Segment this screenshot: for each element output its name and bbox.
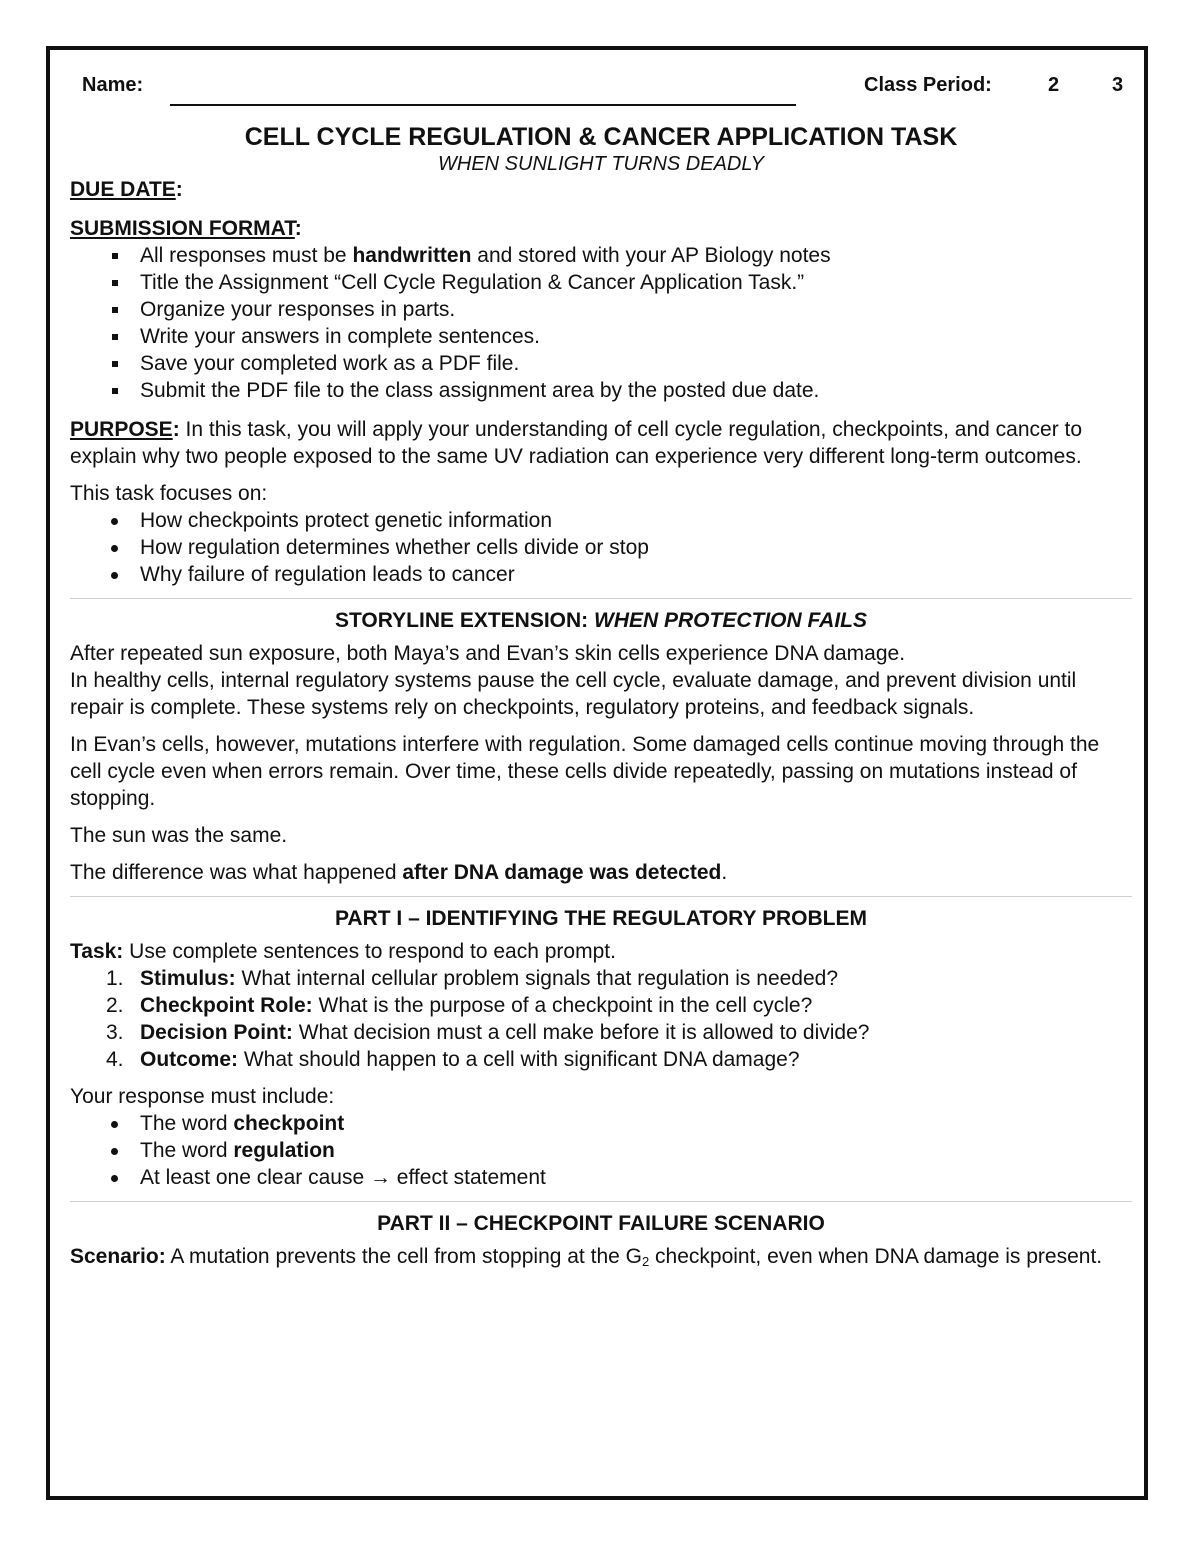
storyline-paragraph: The sun was the same. (70, 824, 288, 847)
list-item: 1. Stimulus: What internal cellular problem signals that regulation is needed? (106, 967, 839, 990)
divider (70, 896, 1132, 897)
period-option-2[interactable]: 3 (1112, 74, 1124, 96)
storyline-paragraph: The difference was what happened after DNA damage was detected. (70, 861, 728, 884)
list-item: Submit the PDF file to the class assignment area by the posted due date. (70, 377, 1132, 404)
purpose-text: In this task, you will apply your understanding of cell cycle regulation, checkpoints, and cancer to explain why two people exposed to the same UV radiation can experience very different long-term outcomes. (70, 418, 1083, 468)
list-item: How checkpoints protect genetic information (70, 507, 1132, 534)
list-item: The word regulation (70, 1137, 1132, 1164)
storyline-paragraph: In Evan’s cells, however, mutations interfere with regulation. Some damaged cells continue moving through the cell cycle even when errors remain. Over time, these cells divide repeatedly, passing on mutations instead of stopping. (70, 733, 1100, 810)
page-subtitle: WHEN SUNLIGHT TURNS DEADLY (438, 153, 764, 175)
due-date-label: DUE DATE (70, 178, 176, 201)
divider (70, 598, 1132, 599)
list-item: At least one clear cause → effect statement (70, 1164, 1132, 1191)
part1-task: Task: Use complete sentences to respond to each prompt. (70, 940, 616, 963)
list-item: 3. Decision Point: What decision must a cell make before it is allowed to divide? (106, 1021, 870, 1044)
list-item: How regulation determines whether cells divide or stop (70, 534, 1132, 561)
part2-scenario: Scenario: A mutation prevents the cell from stopping at the $G_2$ checkpoint, even when DNA damage is present. (70, 1245, 1103, 1269)
part1-prompts (70, 965, 1132, 1073)
class-period-label: Class Period: (864, 74, 992, 96)
storyline-heading: STORYLINE EXTENSION: WHEN PROTECTION FAILS (334, 609, 868, 632)
list-item: Why failure of regulation leads to cancer (70, 561, 1132, 588)
list-item: 2. Checkpoint Role: What is the purpose of a checkpoint in the cell cycle? (106, 994, 813, 1017)
worksheet (70, 72, 1132, 1270)
focus-list (70, 507, 1132, 588)
due-date: DUE DATE: (70, 178, 183, 201)
focus-intro: This task focuses on: (70, 482, 268, 505)
list-item: The word checkpoint (70, 1110, 1132, 1137)
name-line[interactable] (170, 104, 796, 106)
name-label: Name: (82, 74, 144, 96)
purpose-label: PURPOSE (70, 418, 173, 441)
header-row (70, 72, 1132, 106)
list-item: All responses must be handwritten and stored with your AP Biology notes (70, 242, 1132, 269)
purpose: PURPOSE: In this task, you will apply your understanding of cell cycle regulation, checkpoints, and cancer to explain why two people exposed to the same UV radiation can experience very different long-term outcomes. (70, 418, 1083, 468)
storyline-paragraph: After repeated sun exposure, both Maya’s and Evan’s skin cells experience DNA damage. (70, 642, 906, 665)
list-item: Organize your responses in parts. (70, 296, 1132, 323)
part2-heading: PART II – CHECKPOINT FAILURE SCENARIO (377, 1212, 825, 1235)
include-intro: Your response must include: (70, 1085, 335, 1108)
list-item: Title the Assignment “Cell Cycle Regulation & Cancer Application Task.” (70, 269, 1132, 296)
submission-format: SUBMISSION FORMAT: (70, 217, 302, 240)
list-item: Save your completed work as a PDF file. (70, 350, 1132, 377)
list-item: 4. Outcome: What should happen to a cell with significant DNA damage? (106, 1048, 800, 1071)
period-option-1[interactable]: 2 (1048, 74, 1060, 96)
include-list (70, 1110, 1132, 1191)
list-item: Write your answers in complete sentences. (70, 323, 1132, 350)
submission-label: SUBMISSION FORMAT (70, 217, 295, 240)
storyline-paragraph: In healthy cells, internal regulatory systems pause the cell cycle, evaluate damage, and prevent division until repair is complete. These systems rely on checkpoints, regulatory proteins, and feedback signals. (70, 669, 1077, 719)
part1-heading: PART I – IDENTIFYING THE REGULATORY PROBLEM (334, 907, 868, 930)
page-title: CELL CYCLE REGULATION & CANCER APPLICATION TASK (244, 123, 958, 151)
submission-list (70, 242, 1132, 404)
divider (70, 1201, 1132, 1202)
